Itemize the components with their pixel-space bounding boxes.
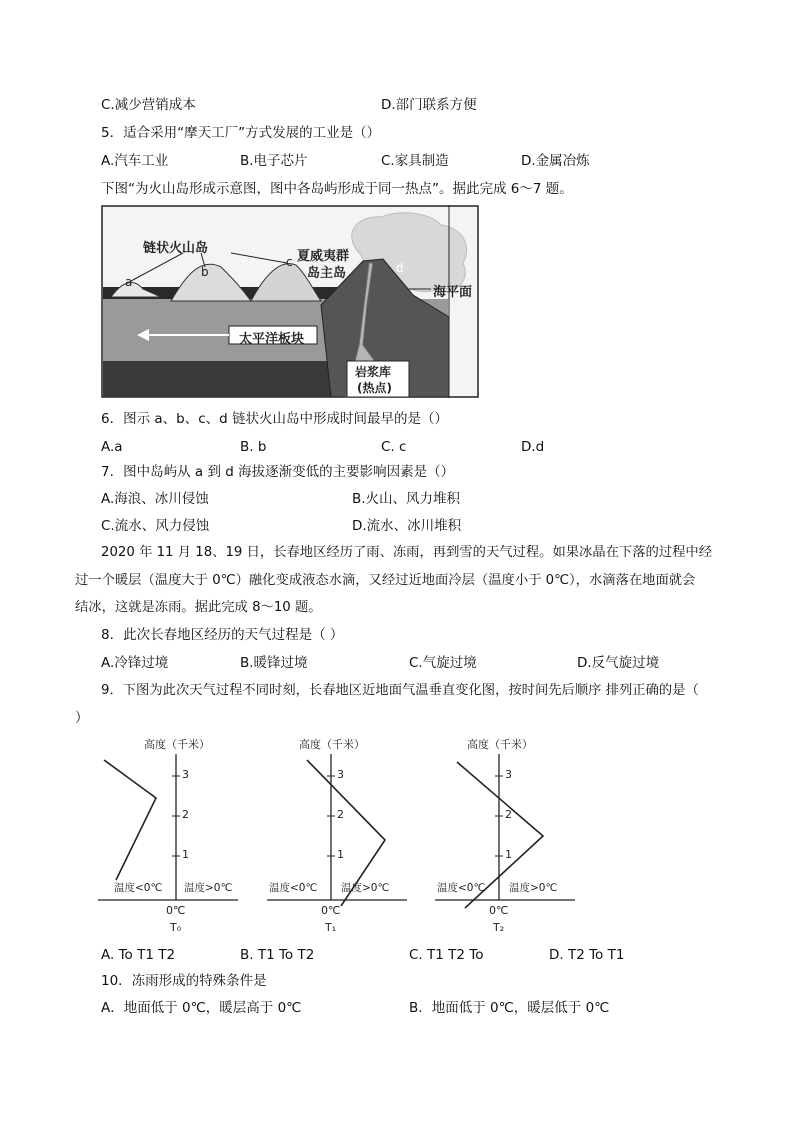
point-d: d <box>396 261 404 275</box>
t0-left-label: 温度<0℃ <box>114 882 163 894</box>
q4-option-c: C.减少营销成本 <box>101 97 196 113</box>
t0-right-label: 温度>0℃ <box>184 882 233 894</box>
t1-left-label: 温度<0℃ <box>269 882 318 894</box>
label-sea-level: 海平面 <box>433 285 473 300</box>
label-hawaii-2: 岛主岛 <box>307 266 347 281</box>
q10-option-a: A．地面低于 0℃，暖层高于 0℃ <box>101 1000 302 1016</box>
q8-option-b: B.暖锋过境 <box>240 655 308 671</box>
temp-chart-t2 <box>435 732 575 938</box>
t1-tick1: 1 <box>337 848 344 861</box>
q8-option-a: A.冷锋过境 <box>101 655 169 671</box>
point-b: b <box>201 265 209 279</box>
q9-option-c: C. T1 T2 To <box>409 947 484 963</box>
q4-option-d: D.部门联系方便 <box>381 97 477 113</box>
label-pacific-plate: 太平洋板块 <box>239 332 305 347</box>
t2-chart-name: T₂ <box>493 921 505 934</box>
t1-chart-name: T₁ <box>325 921 337 934</box>
t0-tick3: 3 <box>182 768 189 781</box>
label-hawaii-1: 夏威夷群 <box>297 249 350 264</box>
t2-tick2: 2 <box>505 808 512 821</box>
t2-tick3: 3 <box>505 768 512 781</box>
t0-zero-label: 0℃ <box>166 904 186 917</box>
q8-stem: 8．此次长春地区经历的天气过程是（ ） <box>101 627 344 643</box>
q8-option-c: C.气旋过境 <box>409 655 477 671</box>
q7-option-c: C.流水、风力侵蚀 <box>101 518 210 534</box>
q10-stem: 10．冻雨形成的特殊条件是 <box>101 973 267 989</box>
t2-ylabel: 高度（千米） <box>467 738 533 751</box>
t0-tick1: 1 <box>182 848 189 861</box>
t1-right-label: 温度>0℃ <box>341 882 390 894</box>
q8-option-d: D.反气旋过境 <box>577 655 660 671</box>
q10-option-b: B．地面低于 0℃，暖层低于 0℃ <box>409 1000 610 1016</box>
intro-8-10-line2: 过一个暖层（温度大于 0℃）融化变成液态水滴，又经过近地面冷层（温度小于 0℃），水滴落在地面就会 <box>75 573 696 588</box>
t2-tick1: 1 <box>505 848 512 861</box>
q6-option-c: C. c <box>381 439 407 455</box>
q6-option-a: A.a <box>101 439 123 455</box>
q6-option-b: B. b <box>240 439 267 455</box>
q5-option-a: A.汽车工业 <box>101 153 169 169</box>
t1-zero-label: 0℃ <box>321 904 341 917</box>
label-magma-1: 岩浆库 <box>355 365 392 379</box>
t1-tick2: 2 <box>337 808 344 821</box>
q7-option-a: A.海浪、冰川侵蚀 <box>101 491 209 507</box>
q5-stem: 5．适合采用“摩天工厂”方式发展的工业是（） <box>101 125 381 141</box>
point-a: a <box>125 275 133 289</box>
t0-chart-name: T₀ <box>170 921 182 934</box>
intro-8-10-line3: 结冰，这就是冻雨。据此完成 8～10 题。 <box>75 600 322 615</box>
q6-stem: 6．图示 a、b、c、d 链状火山岛中形成时间最早的是（） <box>101 411 449 427</box>
q7-stem: 7．图中岛屿从 a 到 d 海拔逐渐变低的主要影响因素是（） <box>101 464 455 480</box>
volcano-island-figure <box>101 205 479 398</box>
t0-ylabel: 高度（千米） <box>144 738 210 751</box>
t2-left-label: 温度<0℃ <box>437 882 486 894</box>
t1-ylabel: 高度（千米） <box>299 738 365 751</box>
t2-zero-label: 0℃ <box>489 904 509 917</box>
q7-option-b: B.火山、风力堆积 <box>352 491 461 507</box>
t2-right-label: 温度>0℃ <box>509 882 558 894</box>
t1-tick3: 3 <box>337 768 344 781</box>
point-c: c <box>286 255 293 269</box>
q9-stem-line1: 9．下图为此次天气过程不同时刻，长春地区近地面气温垂直变化图，按时间先后顺序 排列正确的是（ <box>101 683 699 698</box>
q9-option-a: A. To T1 T2 <box>101 947 176 963</box>
q5-option-c: C.家具制造 <box>381 153 449 169</box>
t0-tick2: 2 <box>182 808 189 821</box>
q9-option-d: D. T2 To T1 <box>549 947 625 963</box>
volcano-figure-svg <box>101 205 479 398</box>
intro-8-10-line1: 2020 年 11 月 18、19 日，长春地区经历了雨、冻雨，再到雪的天气过程。如果冰晶在下落的过程中经 <box>101 545 713 560</box>
q7-option-d: D.流水、冰川堆积 <box>352 518 462 534</box>
q9-option-b: B. T1 To T2 <box>240 947 315 963</box>
temp-chart-t1 <box>267 732 407 938</box>
intro-6-7: 下图“为火山岛形成示意图，图中各岛屿形成于同一热点”。据此完成 6～7 题。 <box>101 181 573 197</box>
temp-chart-t0 <box>98 732 238 938</box>
label-chain-islands: 链状火山岛 <box>143 241 209 256</box>
q6-option-d: D.d <box>521 439 545 455</box>
q5-option-b: B.电子芯片 <box>240 153 308 169</box>
q5-option-d: D.金属冶炼 <box>521 153 590 169</box>
q9-stem-line2: ） <box>75 710 89 726</box>
label-magma-2: (热点) <box>357 381 392 395</box>
